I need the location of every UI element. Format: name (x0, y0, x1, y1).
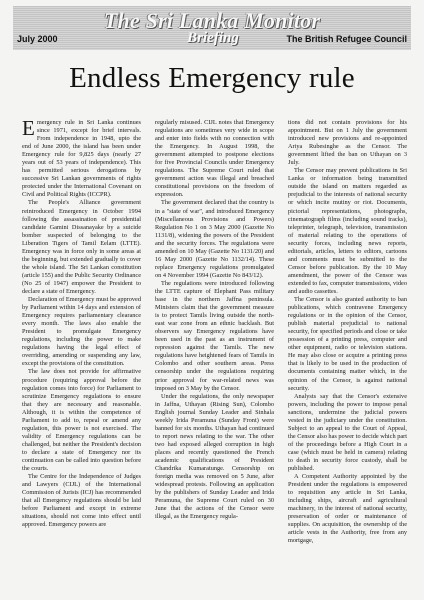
newsletter-title: The Sri Lanka Monitor (103, 8, 321, 33)
paragraph: Analysts say that the Censor's extensive powers, including the power to impose penal sanctions, undermine the judicial powers vested in the judiciary under the constitution. Subject to an appeal to the Court of Appeal, the Censor also has power to decide which part of the proceedings before a High Court in a case (which must be held in camera) relating to death in security force custody, shall be published. (288, 392, 407, 473)
article-column-3 (288, 119, 407, 595)
paragraph: The regulations were introduced following the LTTE capture of Elephant Pass military base in the northern Jaffna peninsula. Ministers claim that the government measure is to protect Tamils living outside the north-east war zone from an ethnic backlash. But observers say Emergency regulations have been used in the past as an instrument of repression against the Tamils. The new regulations have heightened fears of Tamils in Colombo and other southern areas. Press censorship under the regulations requiring prior approval for war-related news was imposed on 3 May by the Censor. (155, 279, 274, 392)
publisher-name: The British Refugee Council (286, 34, 407, 44)
article-headline: Endless Emergency rule (69, 62, 355, 94)
paragraph: The People's Alliance government reintroduced Emergency in October 1994 following the assassination of presidential candidate Gamini Dissanayake by a suicide bomber suspected of belonging to the Liberation Tigers of Tamil Eelam (LTTE). Emergency was in force only in some areas at the beginning, but extended gradually to cover the whole island. The Sri Lankan constitution (article 155) and the Public Security Ordinance (No 25 of 1947) empower the President to declare a state of Emergency. (22, 199, 141, 295)
paragraph: Declaration of Emergency must be approved by Parliament within 14 days and extension of Emergency requires parliamentary clearance every month. The laws also enable the President to promulgate Emergency regulations, including the power to make regulations having the legal effect of overriding, amending or suspending any law, except the provisions of the constitution. (22, 296, 141, 368)
issue-date: July 2000 (17, 34, 58, 44)
paragraph: The Centre for the Independence of Judges and Lawyers (CIJL) of the International Commission of Jurists (ICJ) has recommended that all Emergency regulations should be laid before Parliament and except in extreme situations, should not come into effect until approved. Emergency powers are (22, 473, 141, 529)
paragraph: tions did not contain provisions for his appointment. But on 1 July the government introduced new provisions and re-appointed Ariya Rubesinghe as the Censor. The government lifted the ban on Uthayan on 3 July. (288, 119, 407, 167)
masthead-banner (13, 6, 411, 50)
paragraph: A Competent Authority appointed by the President under the regulations is empowered to requisition any article in Sri Lanka, including ships, aircraft and agricultural machinery, in the interest of national security, preservation of order or maintenance of supplies. On acquisition, the ownership of the article vests in the Authority, free from any mortgage, (288, 473, 407, 545)
paragraph: Under the regulations, the only newspaper in Jaffna, Uthayan (Rising Sun), Colombo English journal Sunday Leader and Sinhala weekly Irida Peramuna (Sunday Front) were banned for six months. Uthayan had continued to report news relating to the war. The other two had exposed alleged corruption in high places and recently questioned the French academic qualifications of President Chandrika Kumaratunge. Censorship on foreign media was removed on 5 June, after widespread protests. Following an application by the publishers of Sunday Leader and Irida Peramuna, the Supreme Court ruled on 30 June that the actions of the Censor were illegal, as the Emergency regula- (155, 392, 274, 521)
article-column-1 (22, 119, 141, 595)
paragraph: The government declared that the country is in a "state of war", and introduced Emergency (Miscellaneous Provisions and Powers) Regulation No 1 on 3 May 2000 (Gazette No 1131/8), widening the powers of the President and the security forces. The regulations were amended on 10 May (Gazette No 1131/20) and 16 May 2000 (Gazette No 1132/14). These replace Emergency regulations promulgated on 4 November 1994 (Gazette No 843/12). (155, 199, 274, 279)
article-body (22, 119, 408, 595)
paragraph: Emergency rule in Sri Lanka continues since 1971, except for brief intervals. From independence in 1948, upto the end of June 2000, the island has been under Emergency rule for 9,825 days (nearly 27 years out of 53 years of independence). This has permitted serious derogations by successive Sri Lankan governments of rights protected under the International Covenant on Civil and Political Rights (ICCPR). (22, 119, 141, 199)
drop-cap: E (22, 119, 35, 140)
paragraph: The Censor may prevent publications in Sri Lanka or information being transmitted outside the island on matters regarded as prejudicial to the interests of national security or which incite mutiny or riot. Documents, pictorial representations, photographs, cinematograph films (including sound tracks), teleprinter, telegraph, television, transmission of material relating to the operations of security forces, including news reports, editorials, articles, letters to editors, cartoons and comments must be submitted to the Censor before publication. By the 10 May amendment, the power of the Censor was extended to fax, computer transmissions, video and audio cassettes. (288, 167, 407, 295)
paragraph: The Censor is also granted authority to ban publications, which contravene Emergency regulations or in the opinion of the Censor, publish material prejudicial to national security, for specified periods and close or take possession of a printing press, computer and other equipment, radio or television stations. He may also close or acquire a printing press that is likely to be used in the production of documents containing matter which, in the opinion of the Censor, is against national security. (288, 296, 407, 392)
paragraph: The law does not provide for affirmative procedure (requiring approval before the regulation comes into force) for Parliament to scrutinize Emergency regulations to ensure that they are necessary and reasonable. Although, it is within the competence of Parliament to add to, repeal or amend any regulation, this power is not exercised. The validity of Emergency regulations can be challenged, but neither the President's decision to declare a state of Emergency nor its continuation can be called into question before the courts. (22, 368, 141, 473)
article-column-2 (155, 119, 274, 595)
section-label: Briefing (187, 30, 239, 46)
paragraph: regularly misused. CIJL notes that Emergency regulations are sometimes very wide in scope and enter into fields with no connection with the Emergency. In August 1998, the government attempted to postpone elections for five Provincial Councils under Emergency regulations. The Supreme Court ruled that government action was illegal and breached constitutional provisions on the freedom of expression. (155, 119, 274, 199)
